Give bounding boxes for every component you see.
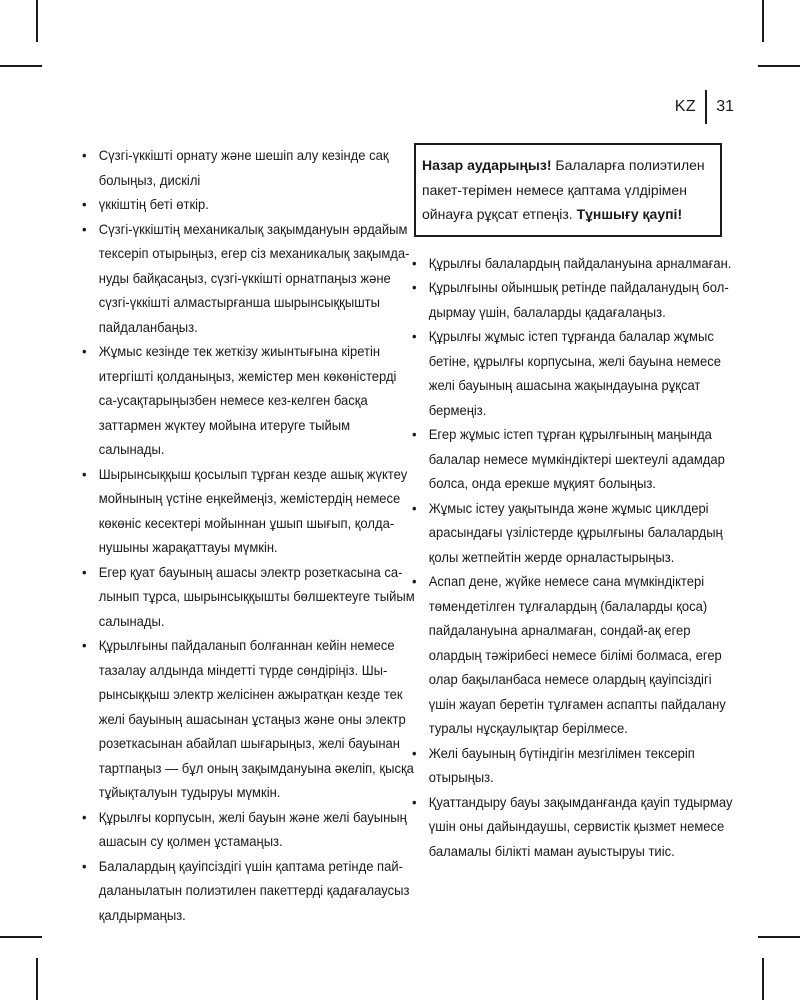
list-item: • Қуаттандыру бауы зақымданғанда қауіп тудырмау үшін оны дайындаушы, сервистік қызмет немесе баламалы білікті маман ауыстыруы тиіс. [412, 790, 735, 864]
list-item: • Жұмыс кезінде тек жеткізу жиынтығына кіретін итергішті қолданыңыз, жемістер мен көкөністерді са-усақтарыңызбен немесе кез-келген басқа заттармен жүктеу мойына итеруге тыйым салынады. [82, 339, 415, 462]
list-item: • Құрылғы балалардың пайдалануына арналмаған. [412, 251, 735, 276]
left-column [82, 143, 415, 927]
list-item: • Сүзгі-үккішті орнату және шешіп алу кезінде сақ болыңыз, дискілі [82, 143, 415, 192]
list-item: • Құрылғыны пайдаланып болғаннан кейін немесе тазалау алдында міндетті түрде сөндіріңіз. Шы-рынсыққыш электр желісінен ажыратқан кезде тек желі бауының ашасынан ұстаңыз және оны электр розеткасынан абайлап шығарыңыз, желі бауынан тартпаңыз — бұл оның зақымдануына әкеліп, қысқа тұйықталуын тудыруы мүмкін. [82, 633, 415, 805]
list-item: • Құрылғы корпусын, желі бауын және желі бауының ашасын су қолмен ұстамаңыз. [82, 805, 415, 854]
crop-mark [758, 65, 800, 67]
safety-list-left [82, 143, 415, 927]
safety-list-right [412, 251, 733, 864]
list-item: • Жұмыс істеу уақытында және жұмыс циклдері арасындағы үзілістерде құрылғыны балалардың қолы жетпейтін жерде орналастырыңыз. [412, 496, 735, 570]
warning-label: Назар аударыңыз! [422, 157, 552, 173]
list-item: • Құрылғыны ойыншық ретінде пайдаланудың бол-дырмау үшін, балаларды қадағалаңыз. [412, 275, 735, 324]
crop-mark [0, 936, 42, 938]
list-item: • Егер қуат бауының ашасы электр розеткасына са-лынып тұрса, шырынсыққышты бөлшектеуге тыйым салынады. [82, 560, 415, 634]
crop-mark [36, 0, 38, 42]
right-column [412, 143, 733, 863]
list-item: • Сүзгі-үккіштің механикалық зақымдануын әрдайым тексеріп отырыңыз, егер сіз механикалық зақымда-нуды байқасаңыз, сүзгі-үккішті орнатпаңыз және сүзгі-үккішті алмастырғанша шырынсыққышты пайдаланбаңыз. [82, 217, 415, 340]
language-code: KZ [674, 98, 697, 115]
list-item: • Желі бауының бүтіндігін мезгілімен тексеріп отырыңыз. [412, 741, 735, 790]
warning-box [414, 143, 722, 237]
list-item: • Шырынсыққыш қосылып тұрған кезде ашық жүктеу мойнының үстіне еңкеймеңіз, жемістердің немесе көкөніс кесектері мойыннан ұшып шығып, қолда-нушыны жарақаттауы мүмкін. [82, 462, 415, 560]
page-number: 31 [716, 98, 734, 115]
crop-mark [0, 65, 42, 67]
list-item: • Егер жұмыс істеп тұрған құрылғының маңында балалар немесе мүмкіндіктері шектеулі адамдар болса, онда ерекше мұқият болыңыз. [412, 422, 735, 496]
crop-mark [762, 0, 764, 42]
warning-emphasis: Тұншығу қаупі! [576, 206, 683, 222]
list-item: • Құрылғы жұмыс істеп тұрғанда балалар жұмыс бетіне, құрылғы корпусына, желі бауына немесе желі бауының ашасына жақындауына рұқсат бермеңіз. [412, 324, 735, 422]
warning-text: Балаларға полиэтилен пакет-терімен немесе қаптама үлдірімен ойнауға рұқсат етпеңіз. [422, 157, 705, 222]
list-item: • үккіштің беті өткір. [82, 192, 415, 217]
crop-mark [762, 958, 764, 1000]
list-item: • Аспап дене, жүйке немесе сана мүмкіндіктері төмендетілген тұлғалардың (балаларды қоса) пайдалануына арналмаған, сондай-ақ егер олардың тәжірибесі немесе білімі болмаса, егер олар бақыланбаса немесе олардың қауіпсіздігі үшін жауап беретін тұлғамен аспапты пайдалану туралы нұсқаулықтар берілмесе. [412, 569, 735, 741]
list-item: • Балалардың қауіпсіздігі үшін қаптама ретінде пай-даланылатын полиэтилен пакеттерді қадағалаусыз қалдырмаңыз. [82, 854, 415, 928]
crop-mark [758, 936, 800, 938]
crop-mark [36, 958, 38, 1000]
page-header [675, 90, 734, 124]
